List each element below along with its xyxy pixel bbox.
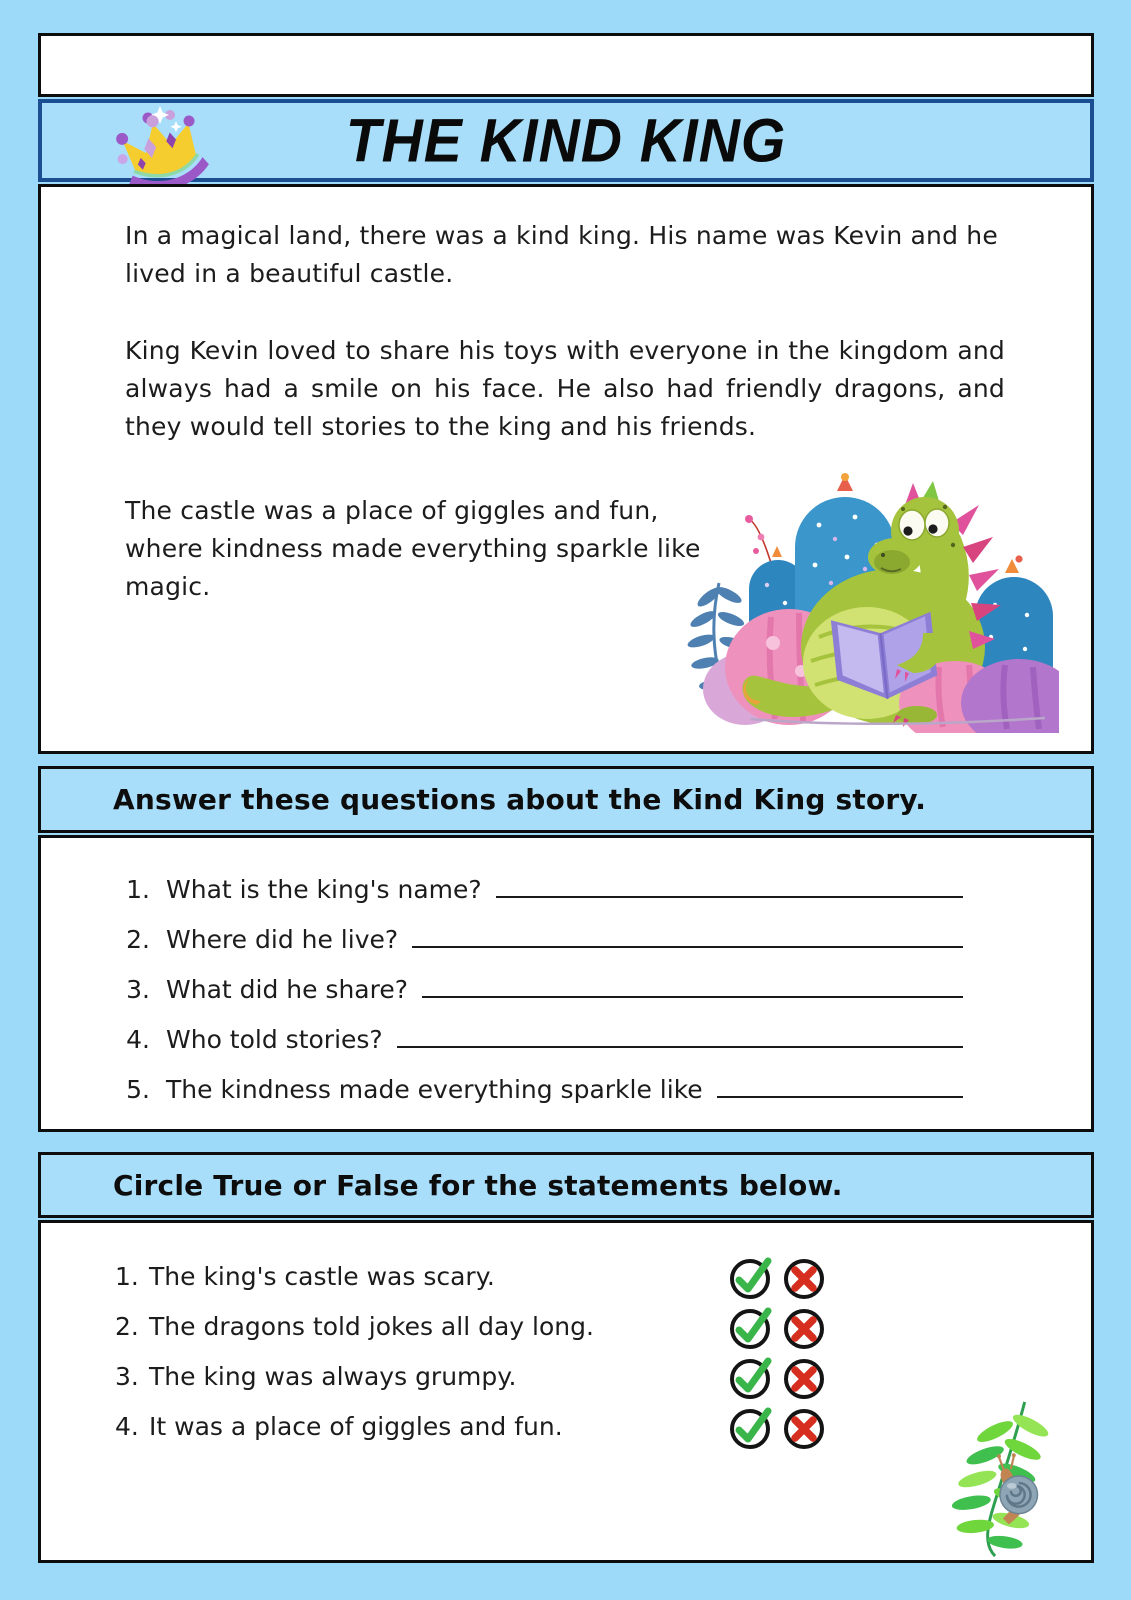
question-row-4 — [118, 1014, 963, 1064]
question-number: 3. — [126, 975, 150, 1004]
answer-blank-4[interactable] — [397, 1014, 963, 1048]
question-number: 5. — [126, 1075, 150, 1104]
questions-header-banner — [38, 766, 1094, 833]
questions-header: Answer these questions about the Kind King story. — [113, 783, 927, 816]
check-icon[interactable] — [727, 1301, 775, 1351]
question-row-2 — [118, 914, 963, 964]
statement-number: 1. — [115, 1261, 139, 1291]
question-text: Who told stories? — [166, 1025, 383, 1054]
dragon-foot — [897, 706, 937, 724]
story-box — [38, 184, 1094, 754]
question-row-1 — [118, 864, 963, 914]
cross-icon[interactable] — [781, 1401, 827, 1451]
question-text: Where did he live? — [166, 925, 399, 954]
check-icon[interactable] — [727, 1251, 775, 1301]
check-icon[interactable] — [727, 1401, 775, 1451]
statement-text: The dragons told jokes all day long. — [149, 1311, 594, 1341]
question-row-5 — [118, 1064, 963, 1114]
cross-icon[interactable] — [781, 1251, 827, 1301]
answer-blank-2[interactable] — [412, 914, 963, 948]
question-number: 4. — [126, 1025, 150, 1054]
statement-row-1 — [115, 1251, 1091, 1301]
title-banner — [38, 99, 1094, 182]
cross-icon[interactable] — [781, 1351, 827, 1401]
story-paragraph-2: King Kevin loved to share his toys with everyone in the kingdom and always had a smile on his face. He also had friendly dragons, and they would tell stories to the king and his friends. — [125, 336, 1005, 441]
fern-snail-illustration — [929, 1398, 1069, 1558]
answer-blank-1[interactable] — [496, 864, 963, 898]
statement-row-2 — [115, 1301, 1091, 1351]
statement-number: 2. — [115, 1311, 139, 1341]
answer-blank-3[interactable] — [422, 964, 963, 998]
name-box[interactable] — [38, 33, 1094, 97]
story-paragraph-1: In a magical land, there was a kind king. His name was Kevin and he lived in a beautiful castle. — [125, 221, 998, 288]
page-title: THE KIND KING — [345, 105, 787, 176]
statement-text: The king's castle was scary. — [149, 1261, 495, 1291]
statement-text: The king was always grumpy. — [149, 1361, 517, 1391]
question-row-3 — [118, 964, 963, 1014]
questions-box — [38, 835, 1094, 1132]
statement-row-3 — [115, 1351, 1091, 1401]
question-text: What did he share? — [166, 975, 409, 1004]
truefalse-header: Circle True or False for the statements below. — [113, 1168, 843, 1202]
question-number: 1. — [126, 875, 150, 904]
question-text: The kindness made everything sparkle like — [166, 1075, 703, 1104]
truefalse-box — [38, 1220, 1094, 1563]
question-text: What is the king's name? — [166, 875, 482, 904]
statement-number: 4. — [115, 1411, 139, 1441]
cross-icon[interactable] — [781, 1301, 827, 1351]
dragon-reading-illustration — [687, 465, 1059, 733]
check-icon[interactable] — [727, 1351, 775, 1401]
statement-text: It was a place of giggles and fun. — [149, 1411, 563, 1441]
answer-blank-5[interactable] — [717, 1064, 963, 1098]
statement-number: 3. — [115, 1361, 139, 1391]
question-number: 2. — [126, 925, 150, 954]
story-paragraph-3: The castle was a place of giggles and fun, where kindness made everything sparkle like magic. — [125, 496, 701, 601]
truefalse-header-banner — [38, 1152, 1094, 1218]
